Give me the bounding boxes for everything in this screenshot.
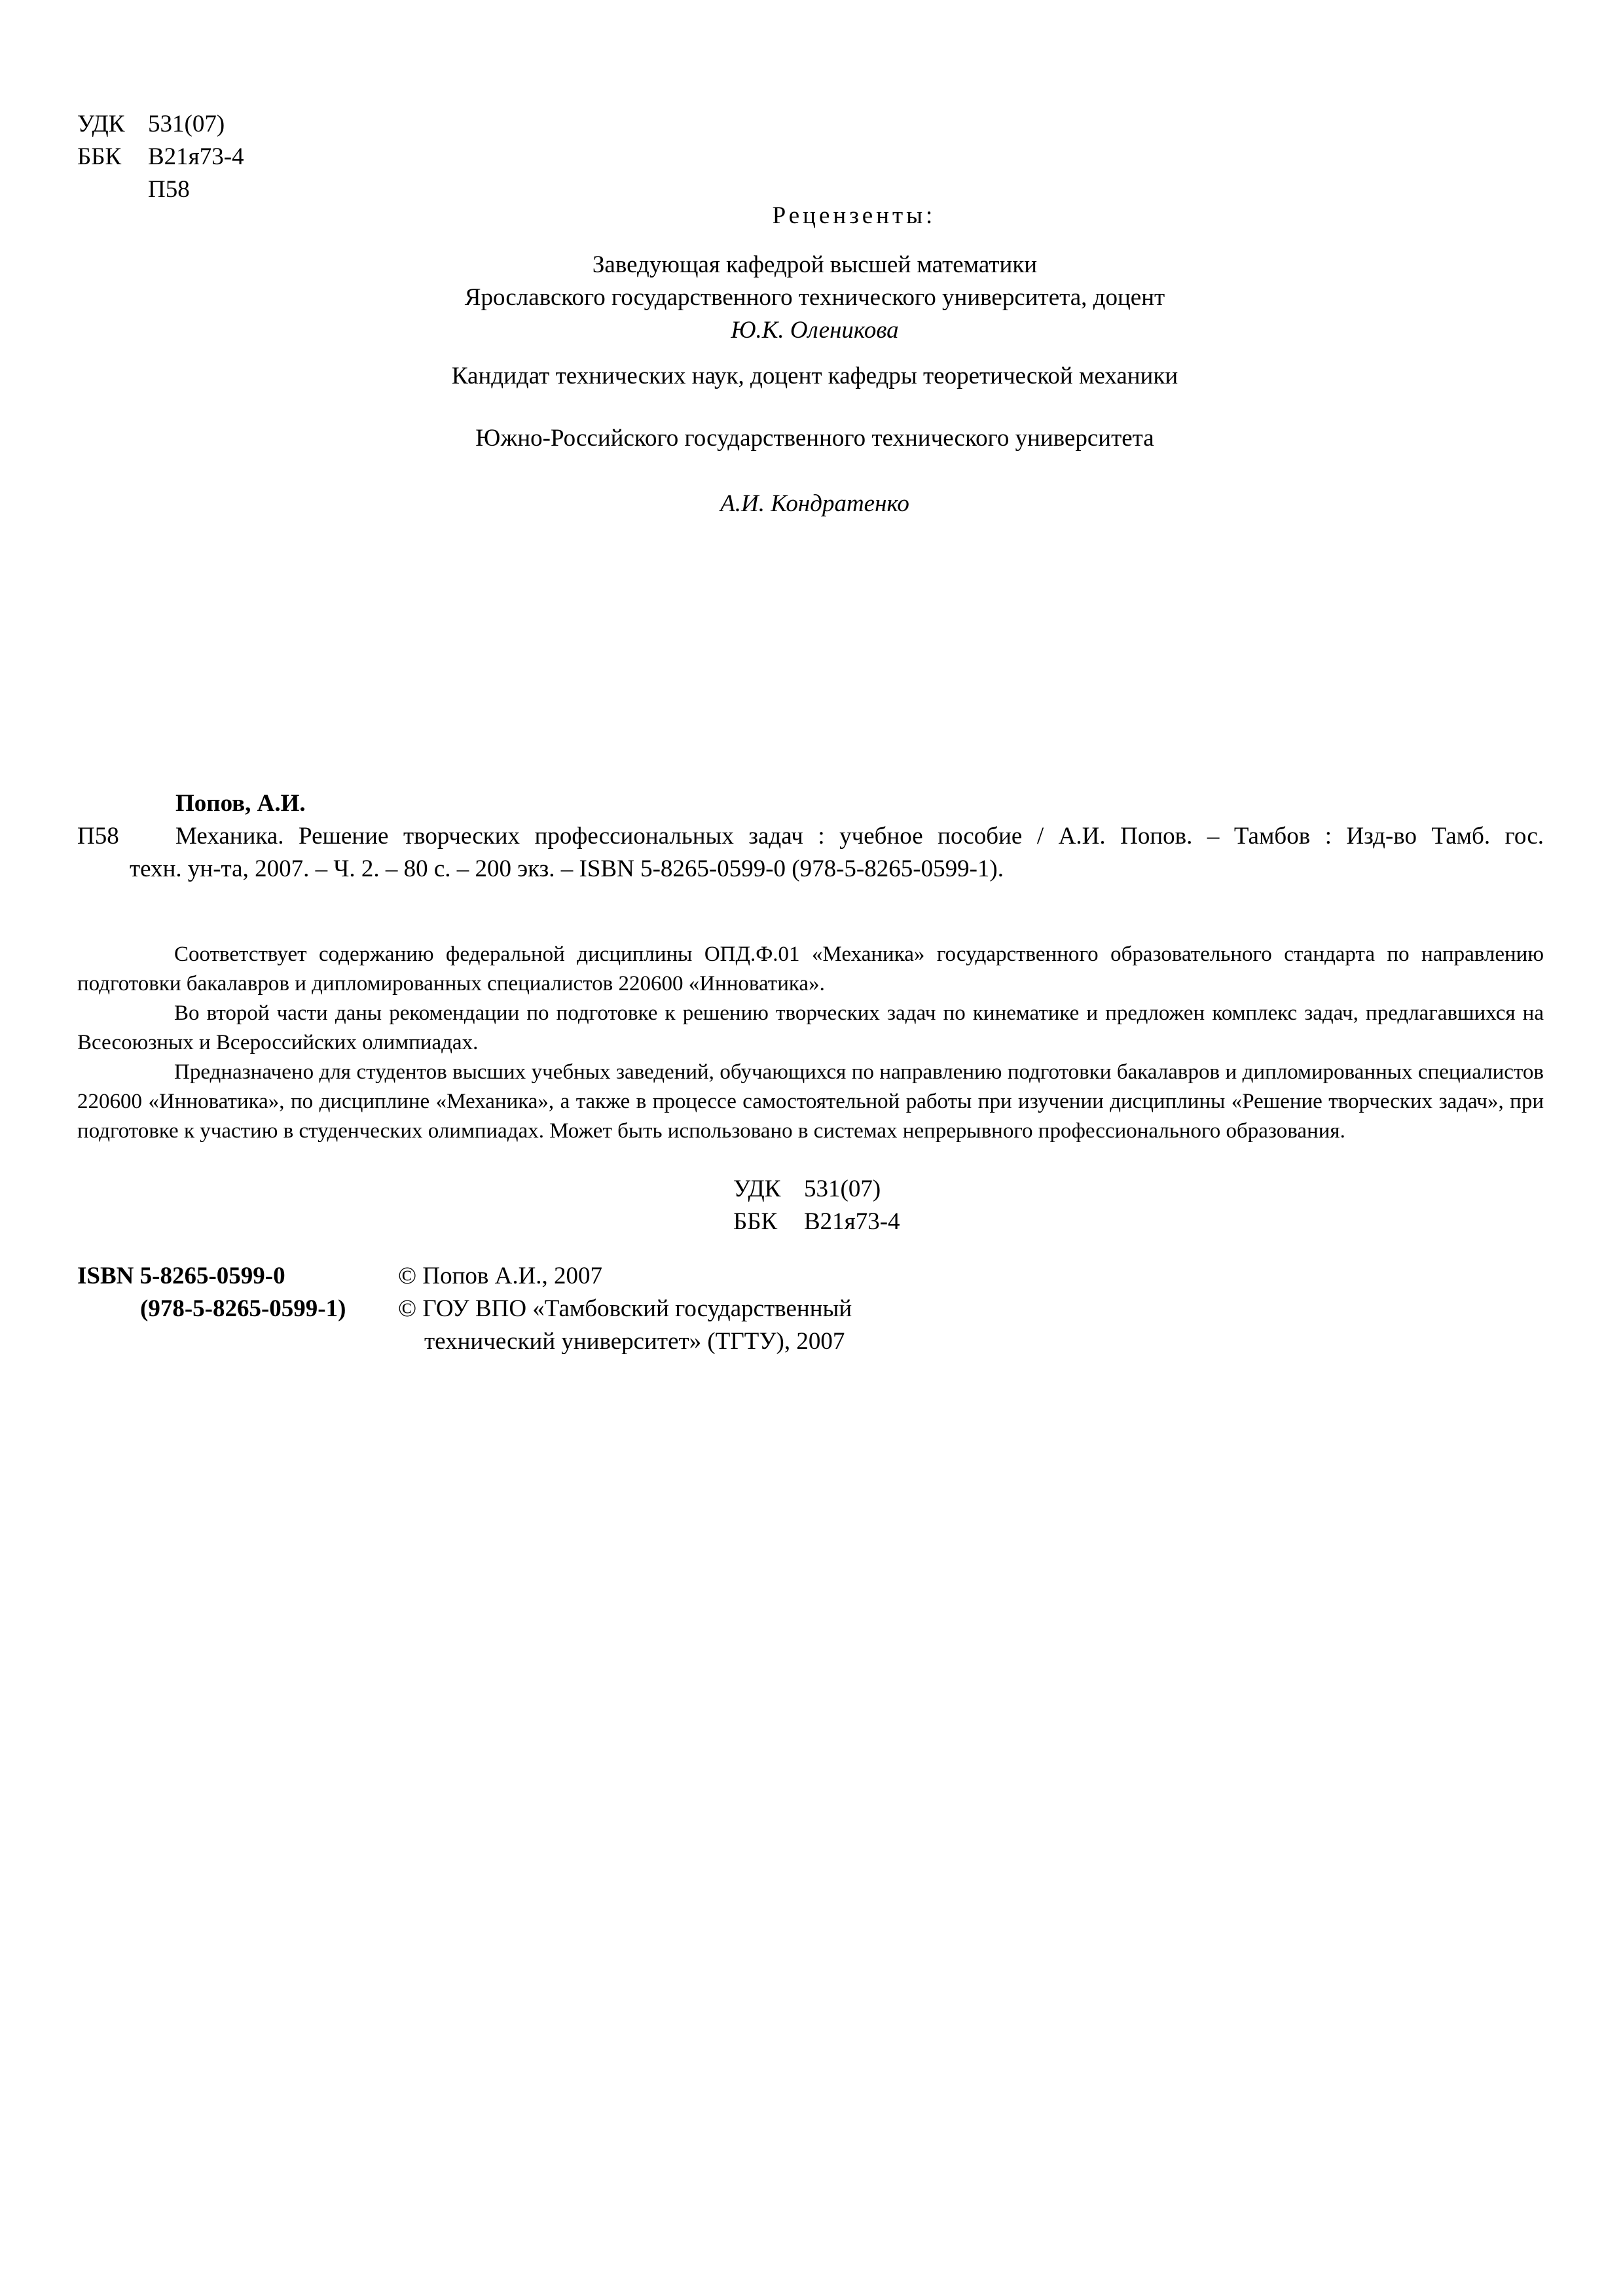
annotation-paragraph: Во второй части даны рекомендации по подготовке к решению творческих задач по кинематике и предложен комплекс задач, предлагавшихся на Всесоюзных и Всероссийских олимпиадах.	[77, 1001, 1544, 1054]
bbk-value: В21я73-4	[148, 143, 244, 170]
copyright-publisher-cont: технический университет» (ТГТУ), 2007	[424, 1328, 845, 1355]
annotation-paragraph: Предназначено для студентов высших учебных заведений, обучающихся по направлению подготовки бакалавров и дипломированных специалистов 220600 «Инноватика», по дисциплине «Механика», а также в процессе самостоятельной работы при изучении дисциплины «Решение творческих задач», при подготовке к участию в студенческих олимпиадах. Может быть использовано в системах непрерывного профессионального образования.	[77, 1060, 1544, 1143]
udk-label-bottom: УДК	[733, 1175, 781, 1202]
bbk-label: ББК	[77, 143, 122, 170]
reviewer1-line1: Заведующая кафедрой высшей математики	[592, 251, 1038, 278]
bib-author-mark: П58	[77, 823, 119, 850]
author-mark: П58	[148, 176, 190, 203]
copyright-publisher: © ГОУ ВПО «Тамбовский государственный	[398, 1295, 852, 1322]
reviewer2-line2: Южно-Российского государственного технического университета	[475, 425, 1154, 452]
annotation-paragraph: Соответствует содержанию федеральной дисциплины ОПД.Ф.01 «Механика» государственного образовательного стандарта по направлению подготовки бакалавров и дипломированных специалистов 220600 «Инноватика».	[77, 942, 1544, 996]
bib-description-line1: Механика. Решение творческих профессиональных задач : учебное пособие / А.И. Попов. – Тамбов : Изд-во Тамб. гос.	[175, 823, 1544, 850]
reviewer2-line1: Кандидат технических наук, доцент кафедры теоретической механики	[451, 363, 1178, 389]
udk-value-bottom: 531(07)	[804, 1175, 881, 1202]
bib-description-line2: техн. ун-та, 2007. – Ч. 2. – 80 с. – 200 экз. – ISBN 5-8265-0599-0 (978-5-8265-0599-1).	[130, 855, 1004, 882]
bbk-label-bottom: ББК	[733, 1208, 778, 1235]
udk-label: УДК	[77, 111, 125, 137]
classification-top	[0, 108, 393, 206]
annotation	[77, 940, 1544, 1146]
bbk-value-bottom: В21я73-4	[804, 1208, 900, 1235]
isbn-13: (978-5-8265-0599-1)	[140, 1295, 346, 1322]
isbn-10: ISBN 5-8265-0599-0	[77, 1263, 285, 1289]
udk-value: 531(07)	[148, 111, 225, 137]
reviewers-heading: Рецензенты:	[772, 202, 936, 229]
reviewer2-name: А.И. Кондратенко	[720, 490, 909, 517]
bib-author-heading: Попов, А.И.	[175, 790, 306, 817]
classification-bottom	[733, 1173, 1061, 1238]
copyright-author: © Попов А.И., 2007	[398, 1263, 603, 1289]
reviewer1-name: Ю.К. Оленикова	[731, 317, 899, 344]
reviewer1-line2: Ярославского государственного технического университета, доцент	[464, 284, 1165, 311]
